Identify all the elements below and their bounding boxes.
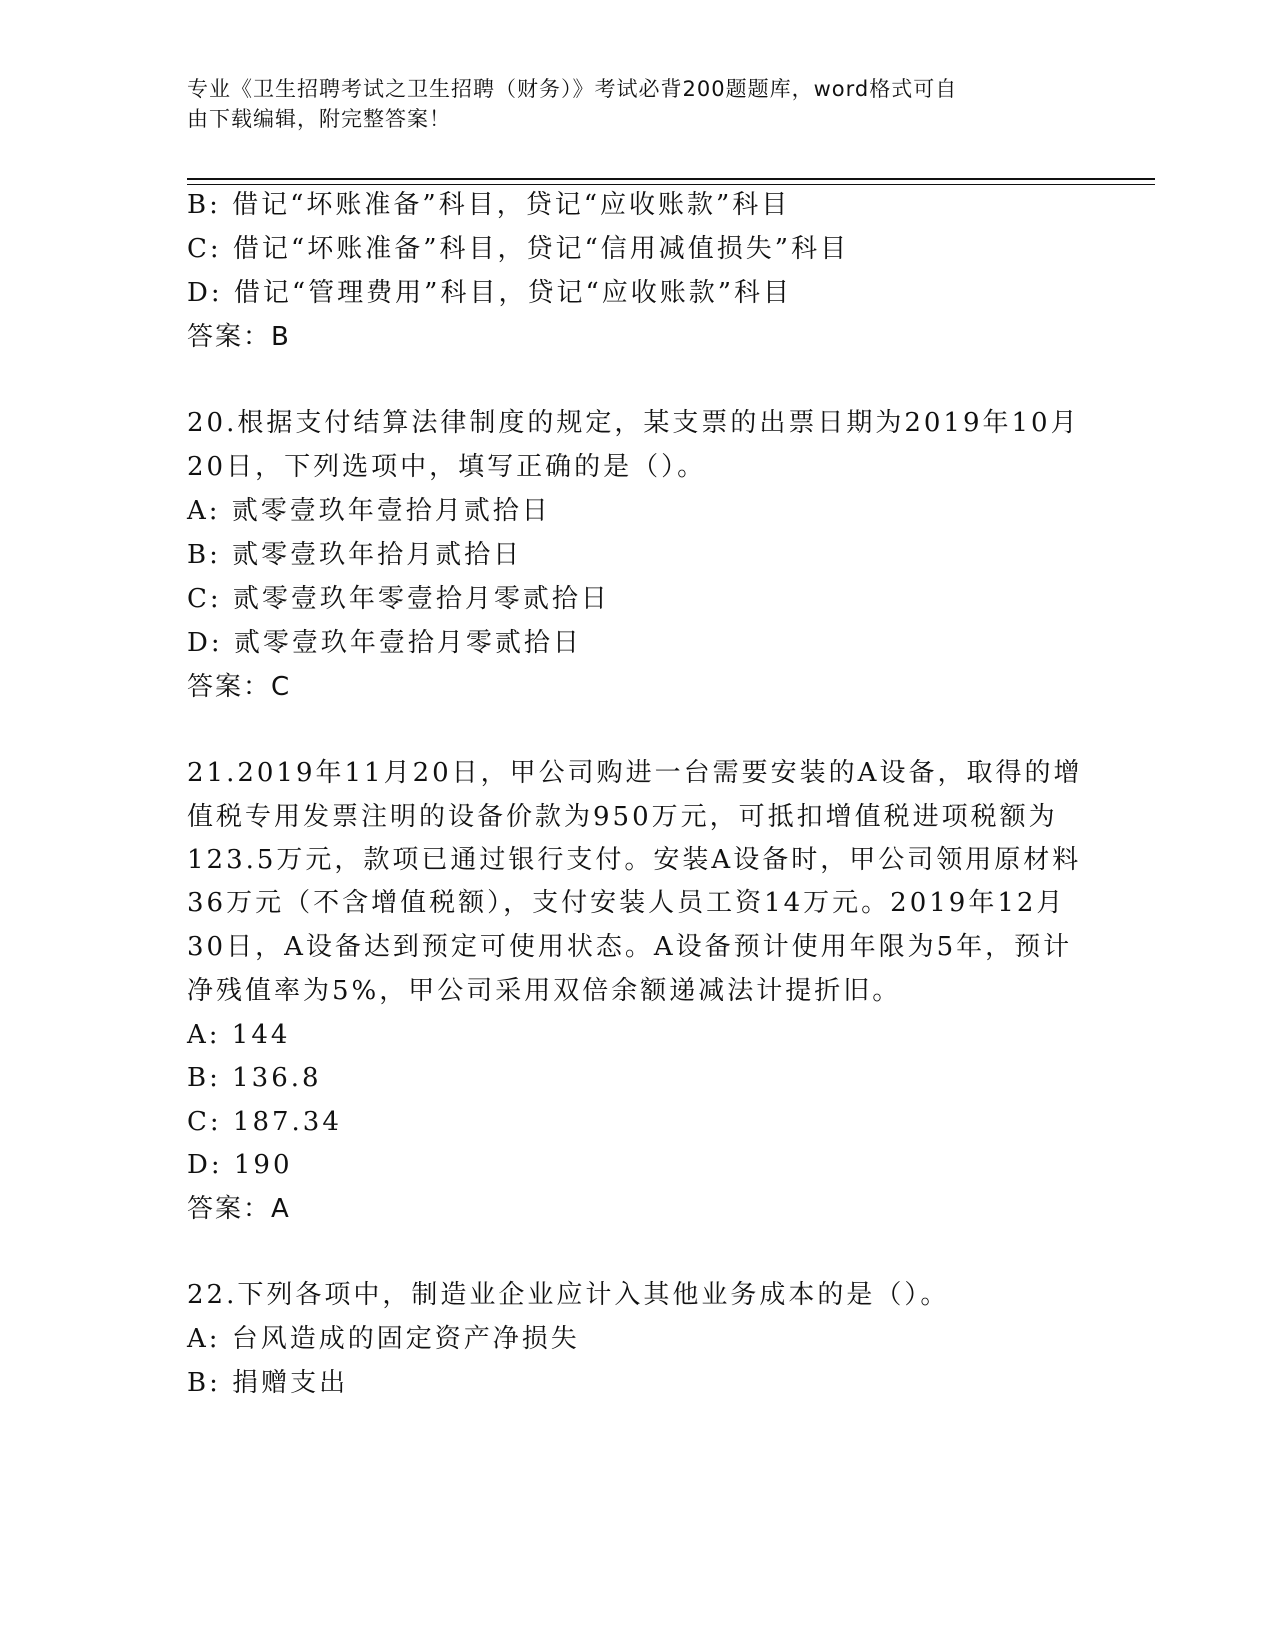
header-line-2: 由下载编辑，附完整答案！ — [187, 107, 451, 131]
q20-stem-line-1: 20.根据支付结算法律制度的规定，某支票的出票日期为2019年10月 — [187, 408, 1080, 438]
q21-stem-line-2: 值税专用发票注明的设备价款为950万元，可抵扣增值税进项税额为 — [187, 802, 1058, 832]
document-header — [187, 74, 1067, 134]
q21-stem-line-4: 36万元（不含增值税额），支付安装人员工资14万元。2019年12月 — [187, 888, 1066, 918]
q21-option-d: D: 190 — [187, 1150, 293, 1180]
q21-option-b: B: 136.8 — [187, 1063, 322, 1093]
header-divider-thin — [187, 184, 1155, 185]
q21-answer: 答案：A — [187, 1194, 291, 1224]
q20-stem-line-2: 20日，下列选项中，填写正确的是（）。 — [187, 452, 707, 482]
q21-stem-line-1: 21.2019年11月20日，甲公司购进一台需要安装的A设备，取得的增 — [187, 758, 1083, 788]
q21-option-c: C: 187.34 — [187, 1107, 342, 1137]
q21-stem-line-5: 30日，A设备达到预定可使用状态。A设备预计使用年限为5年，预计 — [187, 932, 1073, 962]
q22-option-a: A: 台风造成的固定资产净损失 — [187, 1324, 580, 1354]
header-divider-thick — [187, 178, 1155, 180]
q22-option-b: B: 捐赠支出 — [187, 1368, 349, 1398]
q20-option-c: C: 贰零壹玖年零壹拾月零贰拾日 — [187, 584, 610, 614]
q20-option-b: B: 贰零壹玖年拾月贰拾日 — [187, 540, 523, 570]
q21-stem-line-6: 净残值率为5%，甲公司采用双倍余额递减法计提折旧。 — [187, 976, 902, 1006]
q20-answer: 答案：C — [187, 672, 292, 702]
q20-option-a: A: 贰零壹玖年壹拾月贰拾日 — [187, 496, 551, 526]
q19-answer: 答案：B — [187, 322, 291, 352]
q19-option-b: B: 借记“坏账准备”科目，贷记“应收账款”科目 — [187, 190, 791, 220]
q22-stem-line-1: 22.下列各项中，制造业企业应计入其他业务成本的是（）。 — [187, 1280, 950, 1310]
header-line-1: 专业《卫生招聘考试之卫生招聘（财务）》考试必背200题题库，word格式可自 — [187, 77, 958, 101]
q19-option-d: D: 借记“管理费用”科目，贷记“应收账款”科目 — [187, 278, 793, 308]
q19-option-c: C: 借记“坏账准备”科目，贷记“信用减值损失”科目 — [187, 234, 850, 264]
q21-stem-line-3: 123.5万元，款项已通过银行支付。安装A设备时，甲公司领用原材料 — [187, 845, 1082, 875]
q21-option-a: A: 144 — [187, 1020, 291, 1050]
q20-option-d: D: 贰零壹玖年壹拾月零贰拾日 — [187, 628, 582, 658]
